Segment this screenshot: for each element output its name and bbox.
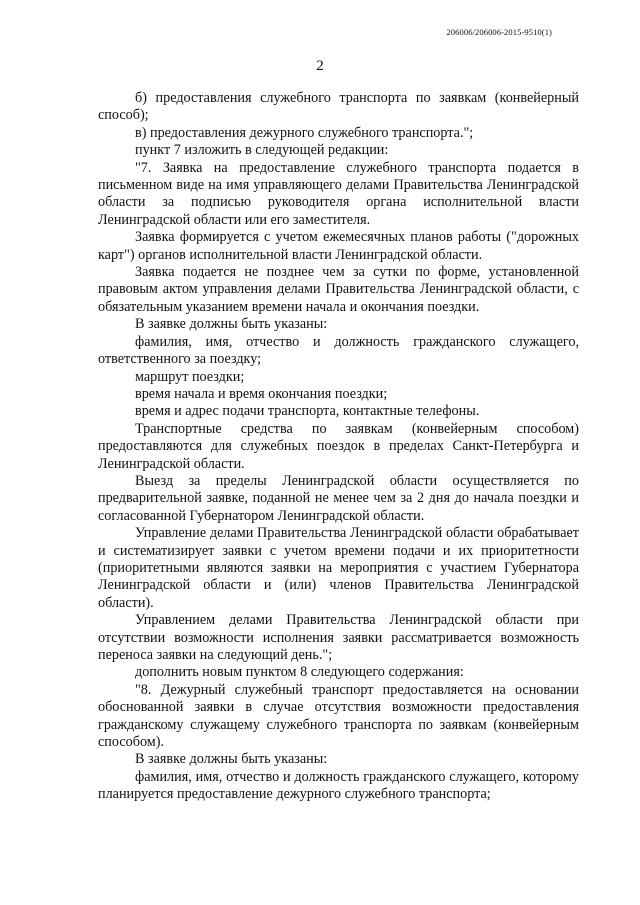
document-id: 206006/206006-2015-9510(1) — [446, 27, 552, 37]
paragraph: В заявке должны быть указаны: — [135, 316, 328, 333]
paragraph: "8. Дежурный служебный транспорт предоставляется на основании обоснованной заявки в случае отсутствия возможности предоставления гражданскому служащему служебного транспорта по заявкам (конвейерным способом). — [98, 681, 579, 751]
paragraph: время начала и время окончания поездки; — [135, 385, 388, 402]
paragraph: дополнить новым пунктом 8 следующего содержания: — [135, 664, 464, 681]
paragraph: в) предоставления дежурного служебного транспорта."; — [135, 124, 474, 141]
paragraph: фамилия, имя, отчество и должность гражданского служащего, ответственного за поездку; — [98, 333, 579, 368]
paragraph: время и адрес подачи транспорта, контактные телефоны. — [135, 403, 480, 420]
paragraph: Транспортные средства по заявкам (конвейерным способом) предоставляются для служебных поездок в пределах Санкт-Петербурга и Ленинградской области. — [98, 420, 579, 472]
paragraph: Управлением делами Правительства Ленинградской области при отсутствии возможности исполнения заявки рассматривается возможность переноса заявки на следующий день."; — [98, 612, 579, 663]
paragraph: пункт 7 изложить в следующей редакции: — [135, 142, 389, 159]
paragraph: Выезд за пределы Ленинградской области осуществляется по предварительной заявке, поданной не менее чем за 2 дня до начала поездки и согласованной Губернатором Ленинградской области. — [98, 472, 579, 524]
paragraph: Управление делами Правительства Ленинградской области обрабатывает и систематизирует заявки с учетом времени подачи и их приоритетности (приоритетными являются заявки на мероприятия с участием Губернатора Ленинградской области и (или) членов Правительства Ленинградской области). — [98, 525, 579, 611]
page-number: 2 — [316, 58, 324, 74]
paragraph: Заявка подается не позднее чем за сутки по форме, установленной правовым актом управления делами Правительства Ленинградской области, с обязательным указанием времени начала и окончания поездки. — [98, 264, 579, 315]
paragraph: фамилия, имя, отчество и должность гражданского служащего, которому планируется предоставление дежурного служебного транспорта; — [98, 768, 579, 803]
paragraph: Заявка формируется с учетом ежемесячных планов работы ("дорожных карт") органов исполнительной власти Ленинградской области. — [98, 229, 579, 263]
paragraph: В заявке должны быть указаны: — [135, 751, 328, 768]
paragraph: б) предоставления служебного транспорта по заявкам (конвейерный способ); — [98, 90, 579, 124]
paragraph: "7. Заявка на предоставление служебного транспорта подается в письменном виде на имя управляющего делами Правительства Ленинградской области за подписью руководителя органа исполнительной власти Ленинградской области или его заместителя. — [98, 159, 579, 228]
document-body — [98, 90, 579, 804]
paragraph: маршрут поездки; — [135, 368, 245, 385]
